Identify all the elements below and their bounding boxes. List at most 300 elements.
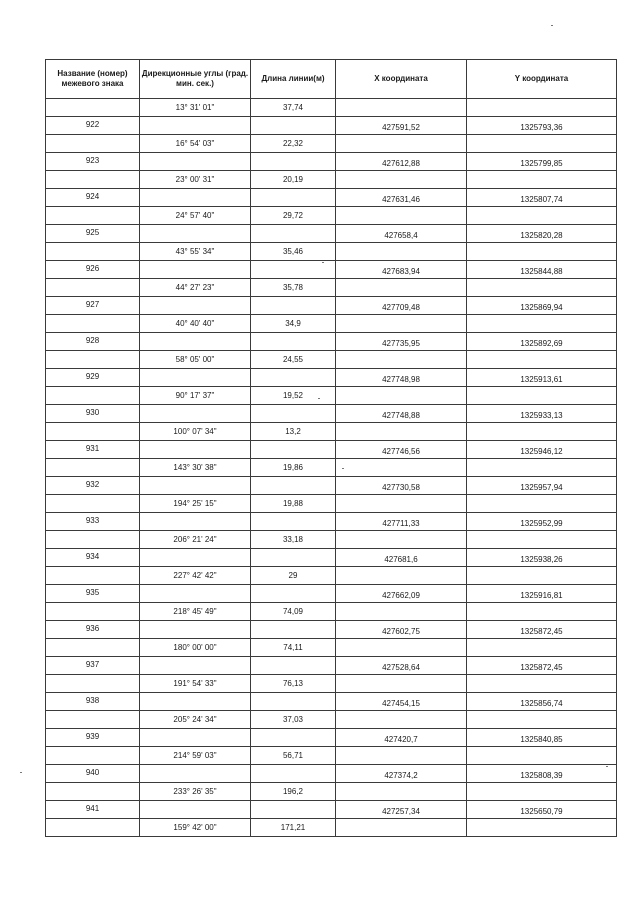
line-length-cell	[251, 135, 336, 153]
line-length-cell	[251, 693, 336, 711]
table-row	[46, 225, 617, 243]
y-coordinate-cell-text: 1325952,99	[520, 519, 563, 528]
line-length-cell	[251, 513, 336, 531]
direction-angle-cell	[140, 171, 251, 189]
x-coordinate-cell-text: 427257,34	[382, 807, 420, 816]
table-row	[46, 99, 617, 117]
direction-angle-cell	[140, 135, 251, 153]
header-line-length: Длина линии(м)	[251, 60, 336, 99]
marker-name-cell	[46, 351, 140, 369]
table-row	[46, 693, 617, 711]
marker-name-cell	[46, 189, 140, 207]
table-row	[46, 351, 617, 369]
y-coordinate-cell	[467, 99, 617, 117]
x-coordinate-cell	[336, 369, 467, 387]
direction-angle-cell	[140, 405, 251, 423]
marker-name-cell	[46, 711, 140, 729]
x-coordinate-cell	[336, 765, 467, 783]
direction-angle-cell	[140, 657, 251, 675]
direction-angle-cell-text: 233° 26' 35"	[173, 787, 217, 796]
y-coordinate-cell	[467, 603, 617, 621]
y-coordinate-cell	[467, 657, 617, 675]
table-row	[46, 657, 617, 675]
direction-angle-cell	[140, 531, 251, 549]
x-coordinate-cell	[336, 549, 467, 567]
direction-angle-cell	[140, 459, 251, 477]
y-coordinate-cell-text: 1325933,13	[520, 411, 563, 420]
line-length-cell-text: 29	[288, 571, 298, 580]
table-row	[46, 459, 617, 477]
y-coordinate-cell	[467, 459, 617, 477]
y-coordinate-cell-text: 1325938,26	[520, 555, 563, 564]
table-row	[46, 261, 617, 279]
table-row	[46, 279, 617, 297]
line-length-cell-text: 171,21	[280, 823, 306, 832]
y-coordinate-cell	[467, 819, 617, 837]
direction-angle-cell	[140, 585, 251, 603]
x-coordinate-cell	[336, 567, 467, 585]
line-length-cell-text: 19,86	[282, 463, 304, 472]
x-coordinate-cell	[336, 477, 467, 495]
marker-name-cell	[46, 765, 140, 783]
marker-name-cell	[46, 657, 140, 675]
direction-angle-cell-text: 90° 17' 37"	[175, 391, 215, 400]
scan-speck	[318, 398, 320, 399]
x-coordinate-cell	[336, 279, 467, 297]
direction-angle-cell	[140, 783, 251, 801]
table-row	[46, 675, 617, 693]
line-length-cell-text: 74,11	[283, 643, 303, 652]
direction-angle-cell-text: 13° 31' 01"	[175, 103, 215, 112]
marker-name-cell-text: 933	[85, 516, 100, 525]
x-coordinate-cell-text: 427662,09	[382, 591, 420, 600]
x-coordinate-cell	[336, 585, 467, 603]
x-coordinate-cell	[336, 729, 467, 747]
line-length-cell	[251, 765, 336, 783]
marker-name-cell-text: 922	[85, 120, 100, 129]
direction-angle-cell	[140, 351, 251, 369]
direction-angle-cell	[140, 567, 251, 585]
y-coordinate-cell	[467, 531, 617, 549]
x-coordinate-cell-text: 427746,56	[382, 447, 420, 456]
x-coordinate-cell	[336, 243, 467, 261]
x-coordinate-cell	[336, 639, 467, 657]
marker-name-cell	[46, 243, 140, 261]
y-coordinate-cell	[467, 567, 617, 585]
y-coordinate-cell-text: 1325913,61	[520, 375, 563, 384]
x-coordinate-cell	[336, 405, 467, 423]
x-coordinate-cell-text: 427602,75	[382, 627, 420, 636]
marker-name-cell	[46, 693, 140, 711]
x-coordinate-cell	[336, 387, 467, 405]
direction-angle-cell	[140, 495, 251, 513]
line-length-cell	[251, 531, 336, 549]
line-length-cell	[251, 171, 336, 189]
x-coordinate-cell-text: 427454,15	[382, 699, 420, 708]
line-length-cell	[251, 351, 336, 369]
table-row	[46, 567, 617, 585]
table-row	[46, 801, 617, 819]
marker-name-cell	[46, 459, 140, 477]
y-coordinate-cell	[467, 495, 617, 513]
marker-name-cell	[46, 423, 140, 441]
marker-name-cell	[46, 621, 140, 639]
marker-name-cell	[46, 801, 140, 819]
marker-name-cell	[46, 441, 140, 459]
x-coordinate-cell	[336, 423, 467, 441]
direction-angle-cell	[140, 315, 251, 333]
marker-name-cell-text: 937	[85, 660, 100, 669]
y-coordinate-cell	[467, 189, 617, 207]
table-row	[46, 819, 617, 837]
line-length-cell-text: 13,2	[285, 427, 301, 436]
line-length-cell	[251, 333, 336, 351]
table-body	[46, 99, 617, 837]
table-row	[46, 513, 617, 531]
y-coordinate-cell-text: 1325650,79	[520, 807, 563, 816]
line-length-cell	[251, 639, 336, 657]
line-length-cell	[251, 675, 336, 693]
boundary-coordinates-table	[45, 59, 617, 837]
table-row	[46, 783, 617, 801]
direction-angle-cell	[140, 99, 251, 117]
line-length-cell-text: 19,88	[282, 499, 304, 508]
line-length-cell-text: 29,72	[282, 211, 304, 220]
line-length-cell-text: 24,55	[282, 355, 304, 364]
table-row	[46, 765, 617, 783]
marker-name-cell-text: 926	[85, 264, 100, 273]
x-coordinate-cell	[336, 189, 467, 207]
marker-name-cell	[46, 639, 140, 657]
x-coordinate-cell-text: 427591,52	[382, 123, 420, 132]
table-row	[46, 297, 617, 315]
header-direction-angle: Дирекционные углы (град. мин. сек.)	[140, 60, 251, 99]
line-length-cell	[251, 189, 336, 207]
direction-angle-cell	[140, 333, 251, 351]
table-row	[46, 441, 617, 459]
x-coordinate-cell-text: 427748,88	[382, 411, 420, 420]
direction-angle-cell	[140, 441, 251, 459]
direction-angle-cell-text: 205° 24' 34"	[173, 715, 217, 724]
x-coordinate-cell	[336, 333, 467, 351]
direction-angle-cell	[140, 477, 251, 495]
x-coordinate-cell-text: 427711,33	[382, 519, 420, 528]
y-coordinate-cell	[467, 117, 617, 135]
line-length-cell-text: 56,71	[282, 751, 304, 760]
line-length-cell	[251, 279, 336, 297]
y-coordinate-cell	[467, 711, 617, 729]
direction-angle-cell-text: 218° 45' 49"	[173, 607, 217, 616]
y-coordinate-cell-text: 1325872,45	[520, 627, 563, 636]
x-coordinate-cell	[336, 801, 467, 819]
header-x-coordinate: X координата	[336, 60, 467, 99]
direction-angle-cell	[140, 711, 251, 729]
table-row	[46, 495, 617, 513]
marker-name-cell-text: 938	[85, 696, 100, 705]
direction-angle-cell	[140, 261, 251, 279]
x-coordinate-cell	[336, 225, 467, 243]
x-coordinate-cell	[336, 531, 467, 549]
table-row	[46, 549, 617, 567]
table-row	[46, 189, 617, 207]
direction-angle-cell-text: 16° 54' 03"	[175, 139, 215, 148]
line-length-cell-text: 34,9	[285, 319, 301, 328]
x-coordinate-cell	[336, 819, 467, 837]
table-row	[46, 729, 617, 747]
direction-angle-cell	[140, 801, 251, 819]
x-coordinate-cell	[336, 315, 467, 333]
marker-name-cell-text: 935	[85, 588, 100, 597]
direction-angle-cell	[140, 423, 251, 441]
direction-angle-cell	[140, 603, 251, 621]
line-length-cell	[251, 477, 336, 495]
x-coordinate-cell	[336, 675, 467, 693]
line-length-cell-text: 35,46	[282, 247, 304, 256]
direction-angle-cell-text: 44° 27' 23"	[175, 283, 215, 292]
y-coordinate-cell	[467, 747, 617, 765]
direction-angle-cell	[140, 243, 251, 261]
y-coordinate-cell	[467, 315, 617, 333]
marker-name-cell-text: 940	[85, 768, 100, 777]
marker-name-cell	[46, 153, 140, 171]
line-length-cell	[251, 441, 336, 459]
scan-speck	[20, 772, 22, 773]
x-coordinate-cell	[336, 135, 467, 153]
marker-name-cell	[46, 333, 140, 351]
marker-name-cell-text: 925	[85, 228, 100, 237]
direction-angle-cell	[140, 747, 251, 765]
x-coordinate-cell	[336, 99, 467, 117]
y-coordinate-cell	[467, 765, 617, 783]
y-coordinate-cell	[467, 405, 617, 423]
line-length-cell	[251, 405, 336, 423]
x-coordinate-cell-text: 427709,48	[382, 303, 420, 312]
marker-name-cell	[46, 531, 140, 549]
line-length-cell	[251, 585, 336, 603]
line-length-cell	[251, 603, 336, 621]
line-length-cell	[251, 495, 336, 513]
line-length-cell-text: 37,03	[282, 715, 304, 724]
scan-speck	[322, 262, 324, 263]
y-coordinate-cell	[467, 153, 617, 171]
direction-angle-cell	[140, 729, 251, 747]
y-coordinate-cell	[467, 369, 617, 387]
table-row	[46, 405, 617, 423]
direction-angle-cell-text: 159° 42' 00"	[173, 823, 217, 832]
marker-name-cell	[46, 567, 140, 585]
table-row	[46, 153, 617, 171]
direction-angle-cell-text: 100° 07' 34"	[173, 427, 217, 436]
marker-name-cell-text: 924	[85, 192, 100, 201]
marker-name-cell	[46, 819, 140, 837]
marker-name-cell	[46, 297, 140, 315]
line-length-cell-text: 22,32	[282, 139, 304, 148]
table-row	[46, 135, 617, 153]
y-coordinate-cell	[467, 135, 617, 153]
direction-angle-cell-text: 40° 40' 40"	[175, 319, 215, 328]
direction-angle-cell-text: 227° 42' 42"	[173, 571, 217, 580]
marker-name-cell-text: 930	[85, 408, 100, 417]
line-length-cell	[251, 783, 336, 801]
y-coordinate-cell	[467, 783, 617, 801]
y-coordinate-cell	[467, 423, 617, 441]
line-length-cell	[251, 567, 336, 585]
marker-name-cell	[46, 315, 140, 333]
marker-name-cell	[46, 549, 140, 567]
table-row	[46, 639, 617, 657]
line-length-cell	[251, 261, 336, 279]
x-coordinate-cell	[336, 207, 467, 225]
y-coordinate-cell	[467, 225, 617, 243]
y-coordinate-cell-text: 1325844,88	[520, 267, 563, 276]
direction-angle-cell-text: 191° 54' 33"	[173, 679, 217, 688]
x-coordinate-cell-text: 427683,94	[382, 267, 420, 276]
x-coordinate-cell	[336, 153, 467, 171]
x-coordinate-cell	[336, 171, 467, 189]
x-coordinate-cell	[336, 261, 467, 279]
x-coordinate-cell	[336, 747, 467, 765]
line-length-cell	[251, 459, 336, 477]
direction-angle-cell	[140, 207, 251, 225]
marker-name-cell	[46, 369, 140, 387]
marker-name-cell	[46, 225, 140, 243]
line-length-cell-text: 196,2	[282, 787, 304, 796]
marker-name-cell-text: 932	[85, 480, 100, 489]
x-coordinate-cell	[336, 351, 467, 369]
direction-angle-cell-text: 214° 59' 03"	[173, 751, 217, 760]
direction-angle-cell	[140, 549, 251, 567]
y-coordinate-cell	[467, 207, 617, 225]
y-coordinate-cell	[467, 801, 617, 819]
x-coordinate-cell-text: 427420,7	[384, 735, 418, 744]
marker-name-cell	[46, 477, 140, 495]
marker-name-cell	[46, 207, 140, 225]
x-coordinate-cell	[336, 711, 467, 729]
marker-name-cell-text: 934	[85, 552, 100, 561]
x-coordinate-cell	[336, 441, 467, 459]
direction-angle-cell	[140, 513, 251, 531]
table-row	[46, 369, 617, 387]
marker-name-cell-text: 939	[85, 732, 100, 741]
line-length-cell	[251, 369, 336, 387]
y-coordinate-cell	[467, 351, 617, 369]
y-coordinate-cell-text: 1325872,45	[520, 663, 563, 672]
x-coordinate-cell-text: 427612,88	[382, 159, 420, 168]
y-coordinate-cell	[467, 549, 617, 567]
y-coordinate-cell-text: 1325793,36	[520, 123, 563, 132]
table-row	[46, 387, 617, 405]
marker-name-cell	[46, 603, 140, 621]
x-coordinate-cell	[336, 657, 467, 675]
table-row	[46, 711, 617, 729]
y-coordinate-cell	[467, 693, 617, 711]
scan-speck	[342, 468, 344, 469]
direction-angle-cell-text: 194° 25' 15"	[173, 499, 217, 508]
direction-angle-cell	[140, 675, 251, 693]
table-row	[46, 171, 617, 189]
line-length-cell	[251, 153, 336, 171]
line-length-cell	[251, 225, 336, 243]
marker-name-cell	[46, 279, 140, 297]
x-coordinate-cell-text: 427735,95	[382, 339, 420, 348]
marker-name-cell	[46, 405, 140, 423]
table-row	[46, 315, 617, 333]
x-coordinate-cell	[336, 783, 467, 801]
marker-name-cell	[46, 729, 140, 747]
marker-name-cell-text: 931	[85, 444, 100, 453]
y-coordinate-cell	[467, 477, 617, 495]
table-row	[46, 207, 617, 225]
y-coordinate-cell	[467, 387, 617, 405]
direction-angle-cell	[140, 819, 251, 837]
direction-angle-cell	[140, 621, 251, 639]
line-length-cell	[251, 729, 336, 747]
direction-angle-cell	[140, 225, 251, 243]
table-row	[46, 531, 617, 549]
y-coordinate-cell-text: 1325856,74	[520, 699, 563, 708]
line-length-cell-text: 19,52	[282, 391, 304, 400]
line-length-cell	[251, 801, 336, 819]
line-length-cell	[251, 315, 336, 333]
direction-angle-cell-text: 43° 55' 34"	[175, 247, 215, 256]
x-coordinate-cell	[336, 693, 467, 711]
line-length-cell	[251, 243, 336, 261]
x-coordinate-cell	[336, 603, 467, 621]
marker-name-cell	[46, 585, 140, 603]
marker-name-cell	[46, 513, 140, 531]
direction-angle-cell	[140, 639, 251, 657]
y-coordinate-cell-text: 1325869,94	[520, 303, 563, 312]
marker-name-cell-text: 929	[85, 372, 100, 381]
header-y-coordinate: Y координата	[467, 60, 617, 99]
direction-angle-cell-text: 24° 57' 40"	[175, 211, 215, 220]
marker-name-cell-text: 936	[85, 624, 100, 633]
line-length-cell-text: 74,09	[282, 607, 304, 616]
table-row	[46, 477, 617, 495]
marker-name-cell	[46, 675, 140, 693]
direction-angle-cell-text: 206° 21' 24"	[173, 535, 217, 544]
marker-name-cell-text: 927	[85, 300, 100, 309]
y-coordinate-cell	[467, 279, 617, 297]
y-coordinate-cell	[467, 333, 617, 351]
direction-angle-cell	[140, 279, 251, 297]
y-coordinate-cell-text: 1325820,28	[520, 231, 563, 240]
marker-name-cell	[46, 495, 140, 513]
marker-name-cell	[46, 783, 140, 801]
marker-name-cell	[46, 99, 140, 117]
direction-angle-cell	[140, 765, 251, 783]
y-coordinate-cell	[467, 621, 617, 639]
marker-name-cell	[46, 135, 140, 153]
y-coordinate-cell	[467, 585, 617, 603]
line-length-cell	[251, 711, 336, 729]
y-coordinate-cell	[467, 513, 617, 531]
line-length-cell-text: 33,18	[282, 535, 304, 544]
x-coordinate-cell-text: 427681,6	[384, 555, 418, 564]
x-coordinate-cell	[336, 513, 467, 531]
marker-name-cell	[46, 261, 140, 279]
direction-angle-cell-text: 58° 05' 00"	[175, 355, 215, 364]
y-coordinate-cell-text: 1325916,81	[520, 591, 563, 600]
table-row	[46, 423, 617, 441]
x-coordinate-cell-text: 427528,64	[382, 663, 420, 672]
table-row	[46, 117, 617, 135]
direction-angle-cell	[140, 117, 251, 135]
table-row	[46, 333, 617, 351]
x-coordinate-cell	[336, 297, 467, 315]
line-length-cell	[251, 819, 336, 837]
y-coordinate-cell	[467, 675, 617, 693]
